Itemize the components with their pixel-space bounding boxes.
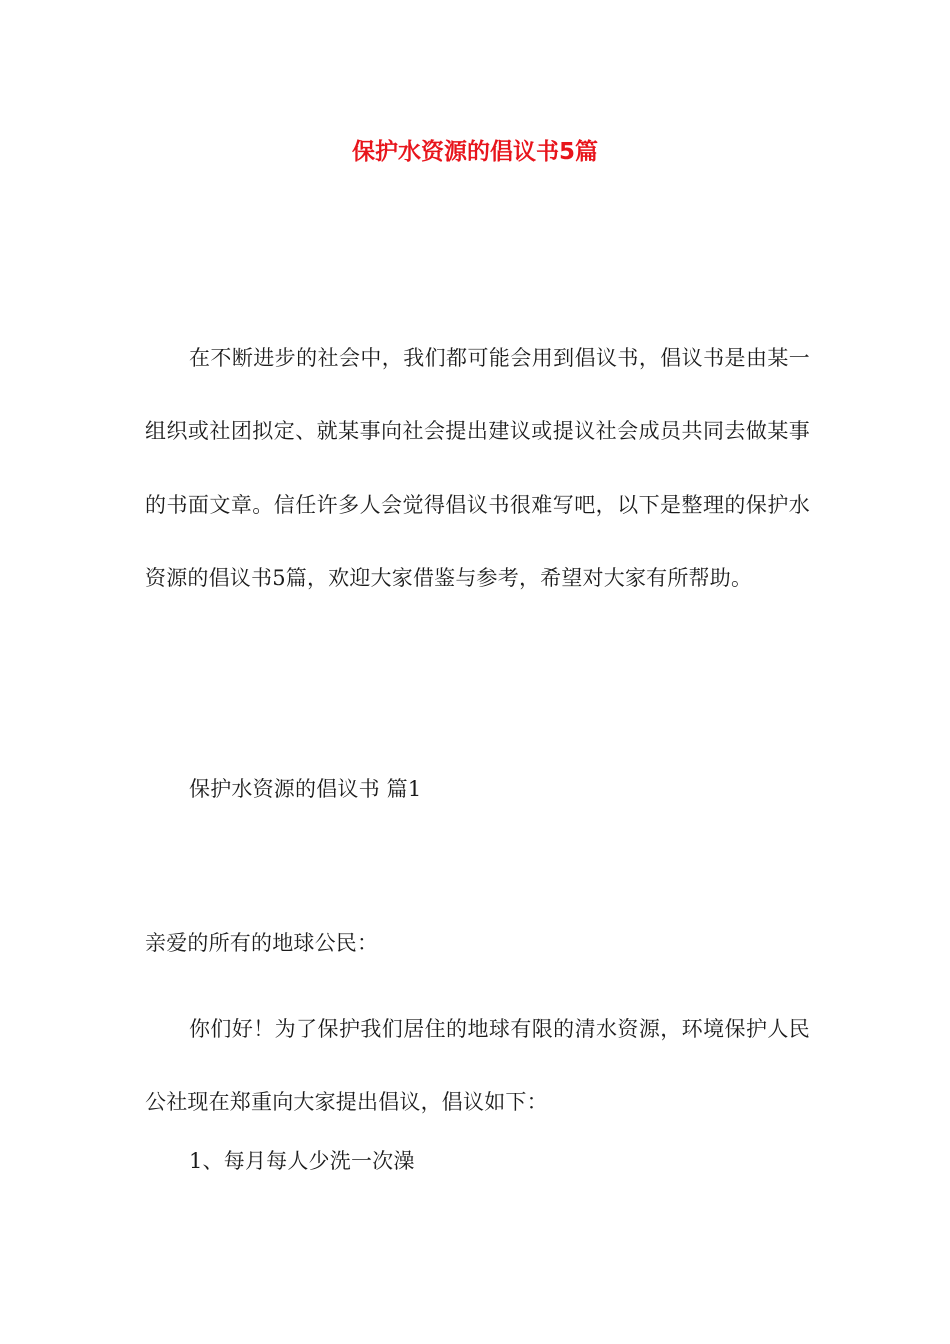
greeting-paragraph: 你们好！为了保护我们居住的地球有限的清水资源，环境保护人民公社现在郑重向大家提出倡议，倡议如下： <box>145 1017 810 1115</box>
document-title: 保护水资源的倡议书5篇 <box>351 139 598 165</box>
list-item: 1、每月每人少洗一次澡 <box>189 1149 415 1173</box>
intro-paragraph: 在不断进步的社会中，我们都可能会用到倡议书，倡议书是由某一组织或社团拟定、就某事向社会提出建议或提议社会成员共同去做某事的书面文章。信任许多人会觉得倡议书很难写吧，以下是整理的保护水资源的倡议书5篇，欢迎大家借鉴与参考，希望对大家有所帮助。 <box>145 346 810 590</box>
salutation: 亲爱的所有的地球公民： <box>145 931 379 955</box>
section-heading: 保护水资源的倡议书 篇1 <box>189 777 422 801</box>
